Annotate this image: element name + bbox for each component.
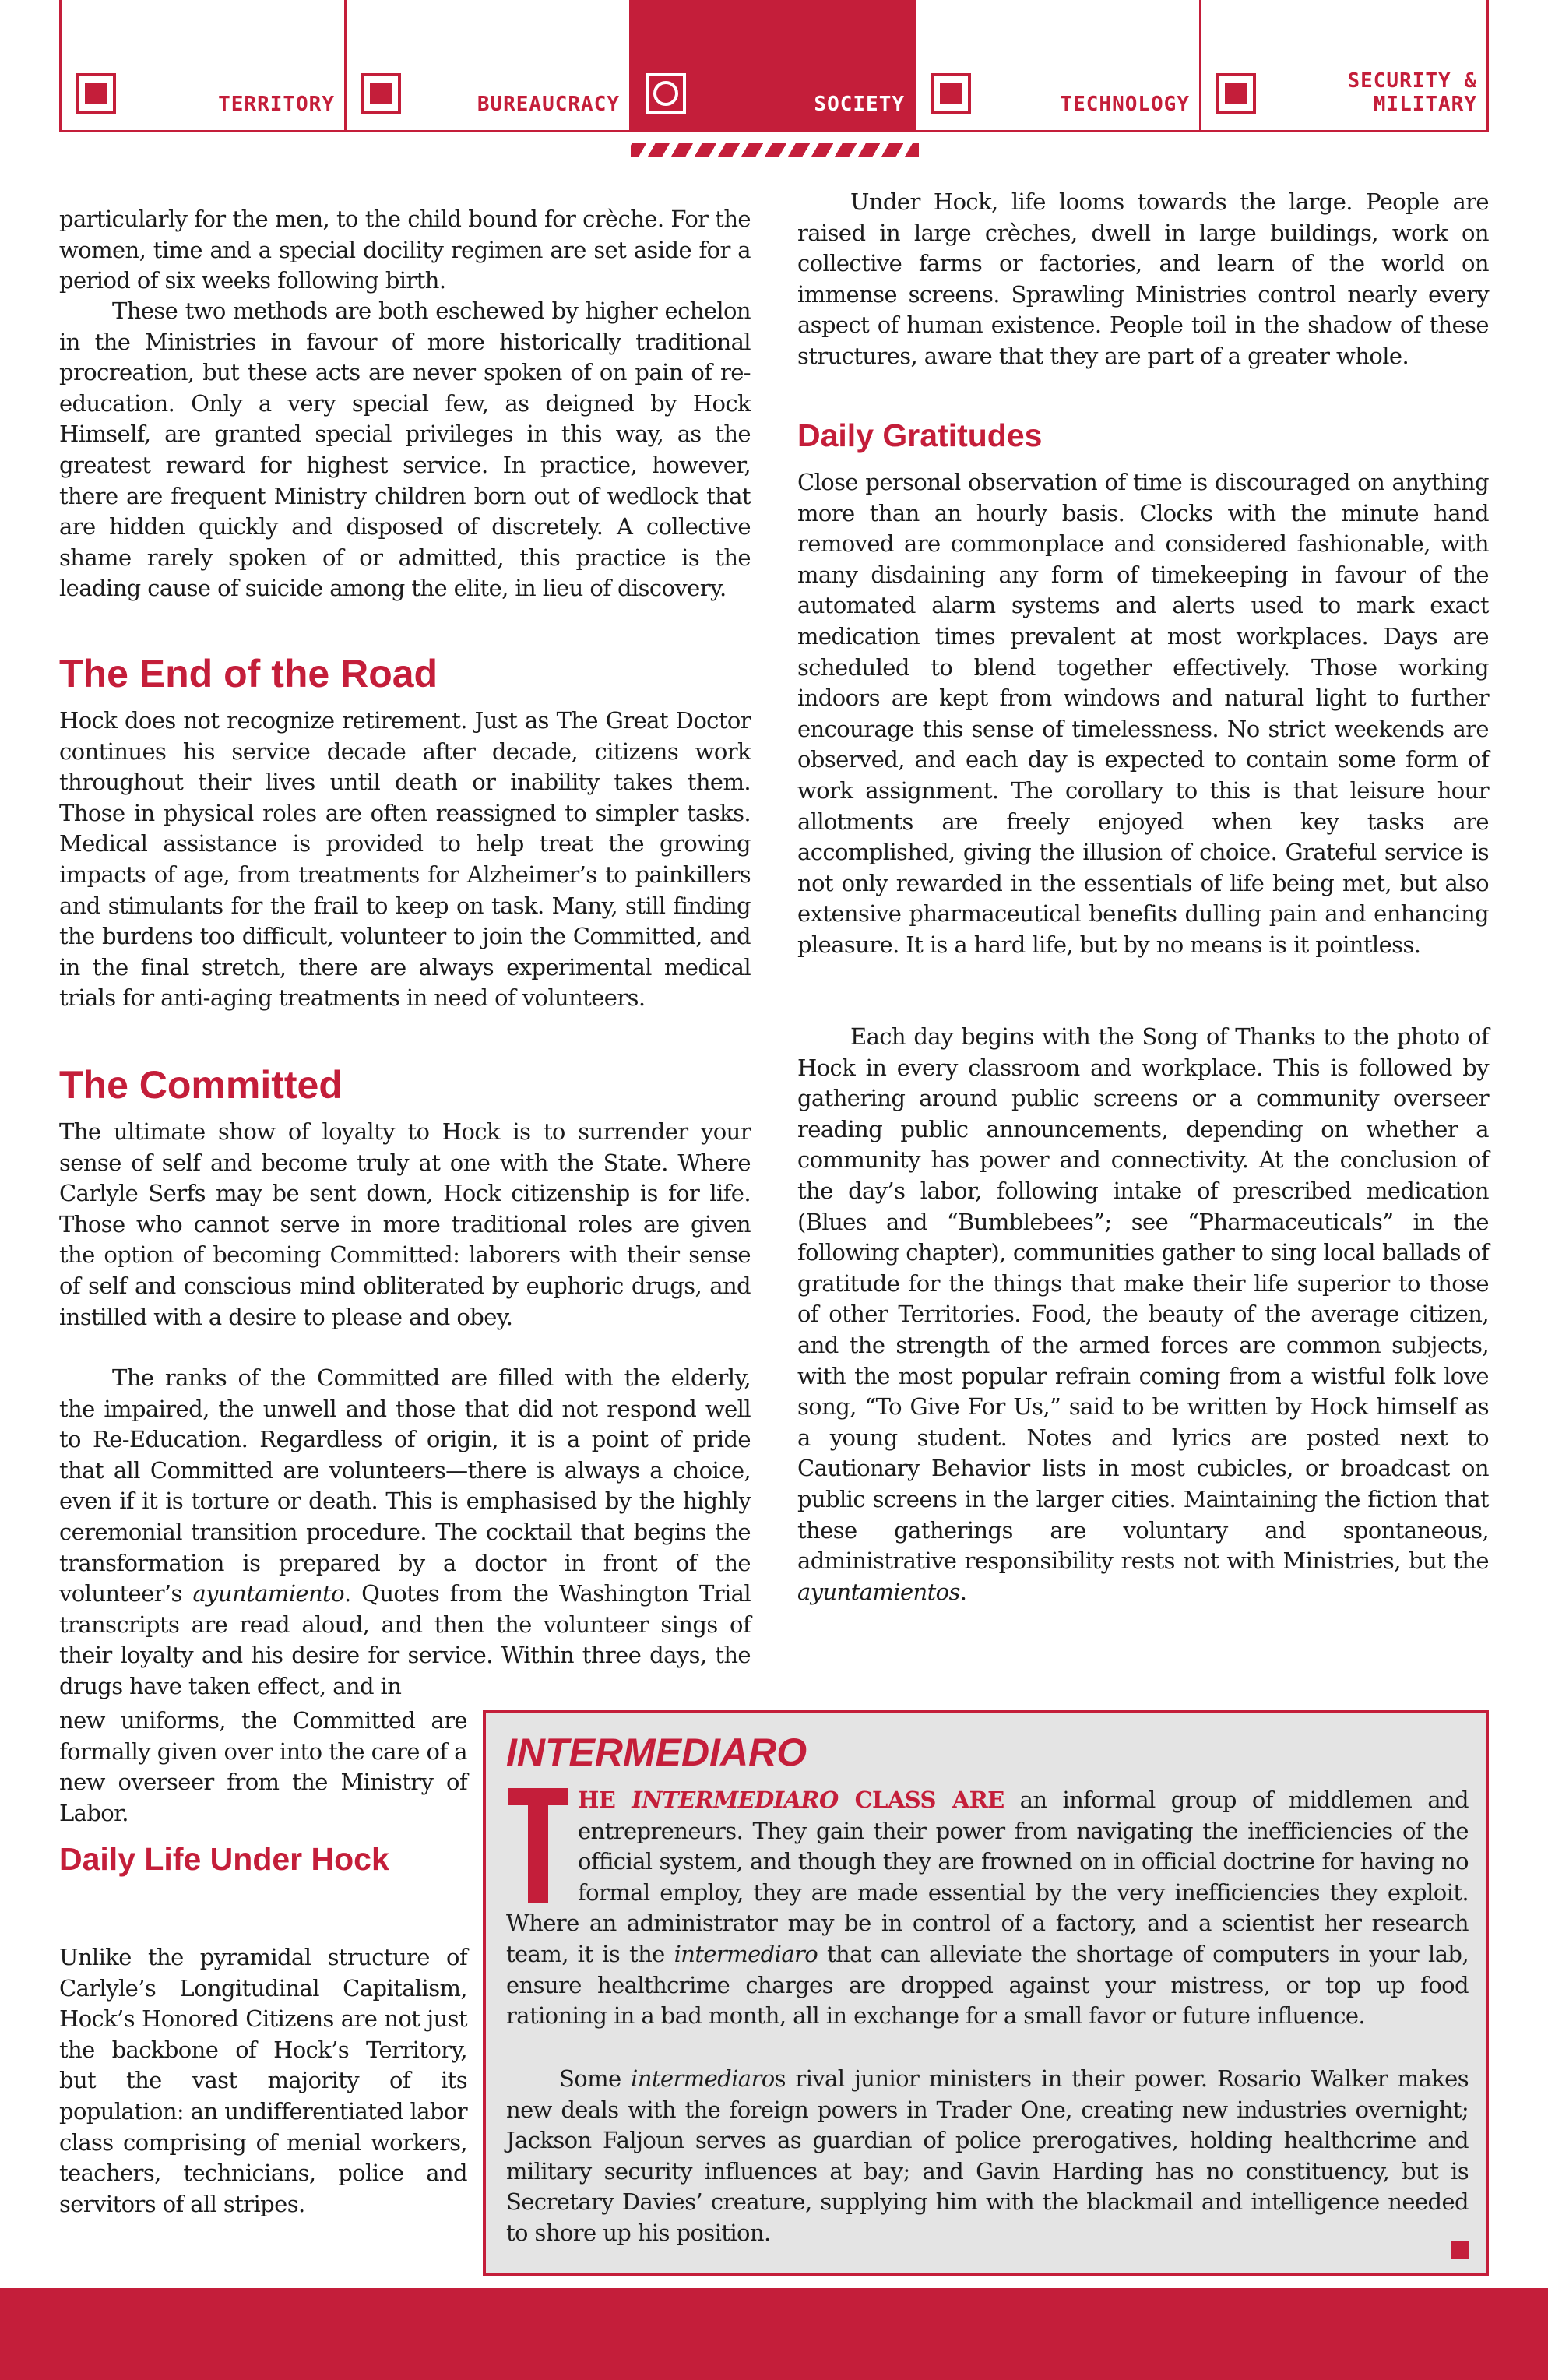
body-paragraph: Close personal observation of time is discouraged on anything more than an hourly basis. Clocks with the minute hand removed are commonplace and considered fashionable, with many disdaining any form of timekeeping in favour of the automated alarm systems and alerts used to mark exact medication times prevalent at most workplaces. Days are scheduled to blend together effectively. Those working indoors are kept from windows and natural light to further encourage this sense of timelessness. No strict weekends are observed, and each day is expected to contain some form of work assignment. The corollary to this is that leisure hour allotments are freely enjoyed when key tasks are accomplished, giving the illusion of choice. Grateful service is not only rewarded in the essentials of life being met, but also extensive pharmaceutical benefits dulling pain and enhancing pleasure. It is a hard life, but by no means is it pointless. [797, 469, 1489, 958]
body-paragraph: The ranks of the Committed are filled with the elderly, the impaired, the unwell and those that did not respond well to Re-Education. Regardless of origin, it is a point of pride that all Committed are volunteers—there is always a choice, even if it is torture or death. This is emphasised by the highly ceremonial transition procedure. The cocktail that begins the transformation is prepared by a doctor in front of the volunteer’s ayuntamiento. Quotes from the Washington Trial transcripts are read aloud, and then the volunteer sings of their loyalty and his desire for service. Within three days, the drugs have taken effect, and in [59, 1364, 751, 1699]
body-paragraph: particularly for the men, to the child bound for crèche. For the women, time and a special docility regimen are set aside for a period of six weeks following birth. [59, 206, 751, 294]
tab-label: SOCIETY [814, 93, 905, 116]
sidebar-paragraph: HE INTERMEDIARO CLASS ARE an informal group of middlemen and entrepreneurs. They gain their power from navigating the inefficiencies of the official system, and though they are frowned on in official doctrine for having no formal employ, they are made essential by the very inefficiencies they exploit. Where an administrator may be in control of a factory, and a scientist her research team, it is the intermediaro that can alleviate the shortage of computers in your lab, ensure healthcrime charges are dropped against your mistress, or top up food rationing in a bad month, all in exchange for a small favor or future influence. [506, 1787, 1469, 2030]
sidebar-title: INTERMEDIARO [506, 1730, 807, 1774]
section-heading-daily-gratitudes: Daily Gratitudes [797, 417, 1043, 453]
sidebar-paragraph: Some intermediaros rival junior ministers in their power. Rosario Walker makes new deals with the foreign powers in Trader One, creating new industries overnight; Jackson Faljoun serves as guardian of police prerogatives, holding healthcrime and military security influences at bay; and Gavin Harding has no constituency, but is Secretary Davies’ creature, supplying him with the blackmail and intelligence needed to shore up his position. [506, 2065, 1469, 2246]
tab-label: SECURITY & MILITARY [1347, 69, 1477, 116]
square-target-icon [76, 73, 116, 114]
tab-label: TERRITORY [218, 93, 335, 116]
tab-label: BUREAUCRACY [477, 93, 620, 116]
section-heading-committed: The Committed [59, 1063, 343, 1107]
circle-target-icon [646, 73, 686, 114]
section-heading-end-of-road: The End of the Road [59, 652, 438, 695]
tab-bureaucracy[interactable] [347, 0, 632, 130]
tab-technology[interactable] [916, 0, 1201, 130]
sidebar-intermediaro [483, 1710, 1489, 2276]
tab-society[interactable] [632, 0, 916, 130]
section-nav [59, 0, 1489, 132]
section-heading-daily-life: Daily Life Under Hock [59, 1841, 389, 1877]
square-target-icon [931, 73, 971, 114]
end-mark-icon [1451, 2241, 1469, 2259]
body-paragraph: The ultimate show of loyalty to Hock is to surrender your sense of self and become truly at one with the State. Where Carlyle Serfs may be sent down, Hock citizenship is for life. Those who cannot serve in more traditional roles are given the option of becoming Committed: laborers with their sense of self and conscious mind obliterated by euphoric drugs, and instilled with a desire to please and obey. [59, 1118, 751, 1330]
square-target-icon [1216, 73, 1256, 114]
hazard-stripe-divider [631, 143, 919, 157]
body-paragraph: Each day begins with the Song of Thanks to the photo of Hock in every classroom and workplace. This is followed by gathering around public screens or a community overseer reading public announcements, depending on whether a community has power and connectivity. At the conclusion of the day’s labor, following intake of prescribed medication (Blues and “Bumblebees”; see “Pharmaceuticals” in the following chapter), communities gather to sing local ballads of gratitude for the things that make their life superior to those of other Territories. Food, the beauty of the average citizen, and the strength of the armed forces are common subjects, with the most popular refrain coming from a wistful folk love song, “To Give For Us,” said to be written by Hock himself as a young student. Notes and lyrics are posted next to Cautionary Behavior lists in most cubicles, or broadcast on public screens in the larger cities. Maintaining the fiction that these gatherings are voluntary and spontaneous, administrative responsibility rests not with Ministries, but the ayuntamientos. [797, 1023, 1489, 1605]
tab-territory[interactable] [62, 0, 347, 130]
tab-security-military[interactable] [1201, 0, 1486, 130]
body-paragraph: Unlike the pyramidal structure of Carlyle’s Longitudinal Capitalism, Hock’s Honored Citizens are not just the backbone of Hock’s Territory, but the vast majority of its population: an undifferentiated labor class comprising of menial workers, teachers, technicians, police and servitors of all stripes. [59, 1944, 467, 2217]
body-paragraph: These two methods are both eschewed by higher echelon in the Ministries in favour of more historically traditional procreation, but these acts are never spoken of on pain of re-education. Only a very special few, as deigned by Hock Himself, are granted special privileges in this way, as the greatest reward for highest service. In practice, however, there are frequent Ministry children born out of wedlock that are hidden quickly and disposed of discretely. A collective shame rarely spoken of or admitted, this practice is the leading cause of suicide among the elite, in lieu of discovery. [59, 298, 751, 602]
footer-band [0, 2288, 1548, 2380]
body-paragraph: Hock does not recognize retirement. Just as The Great Doctor continues his service decade after decade, citizens work throughout their lives until death or inability takes them. Those in physical roles are often reassigned to simpler tasks. Medical assistance is provided to help treat the growing impacts of age, from treatments for Alzheimer’s to painkillers and stimulants for the frail to keep on task. Many, still finding the burdens too difficult, volunteer to join the Committed, and in the final stretch, there are always experimental medical trials for anti-aging treatments in need of volunteers. [59, 707, 751, 1012]
tab-label: TECHNOLOGY [1060, 93, 1190, 116]
square-target-icon [361, 73, 401, 114]
body-paragraph: new uniforms, the Committed are formally given over into the care of a new overseer from the Ministry of Labor. [59, 1707, 467, 1826]
body-paragraph: Under Hock, life looms towards the large. People are raised in large crèches, dwell in large buildings, work on collective farms or factories, and learn of the world on immense screens. Sprawling Ministries control nearly every aspect of human existence. People toil in the shadow of these structures, aware that they are part of a greater whole. [797, 188, 1489, 369]
